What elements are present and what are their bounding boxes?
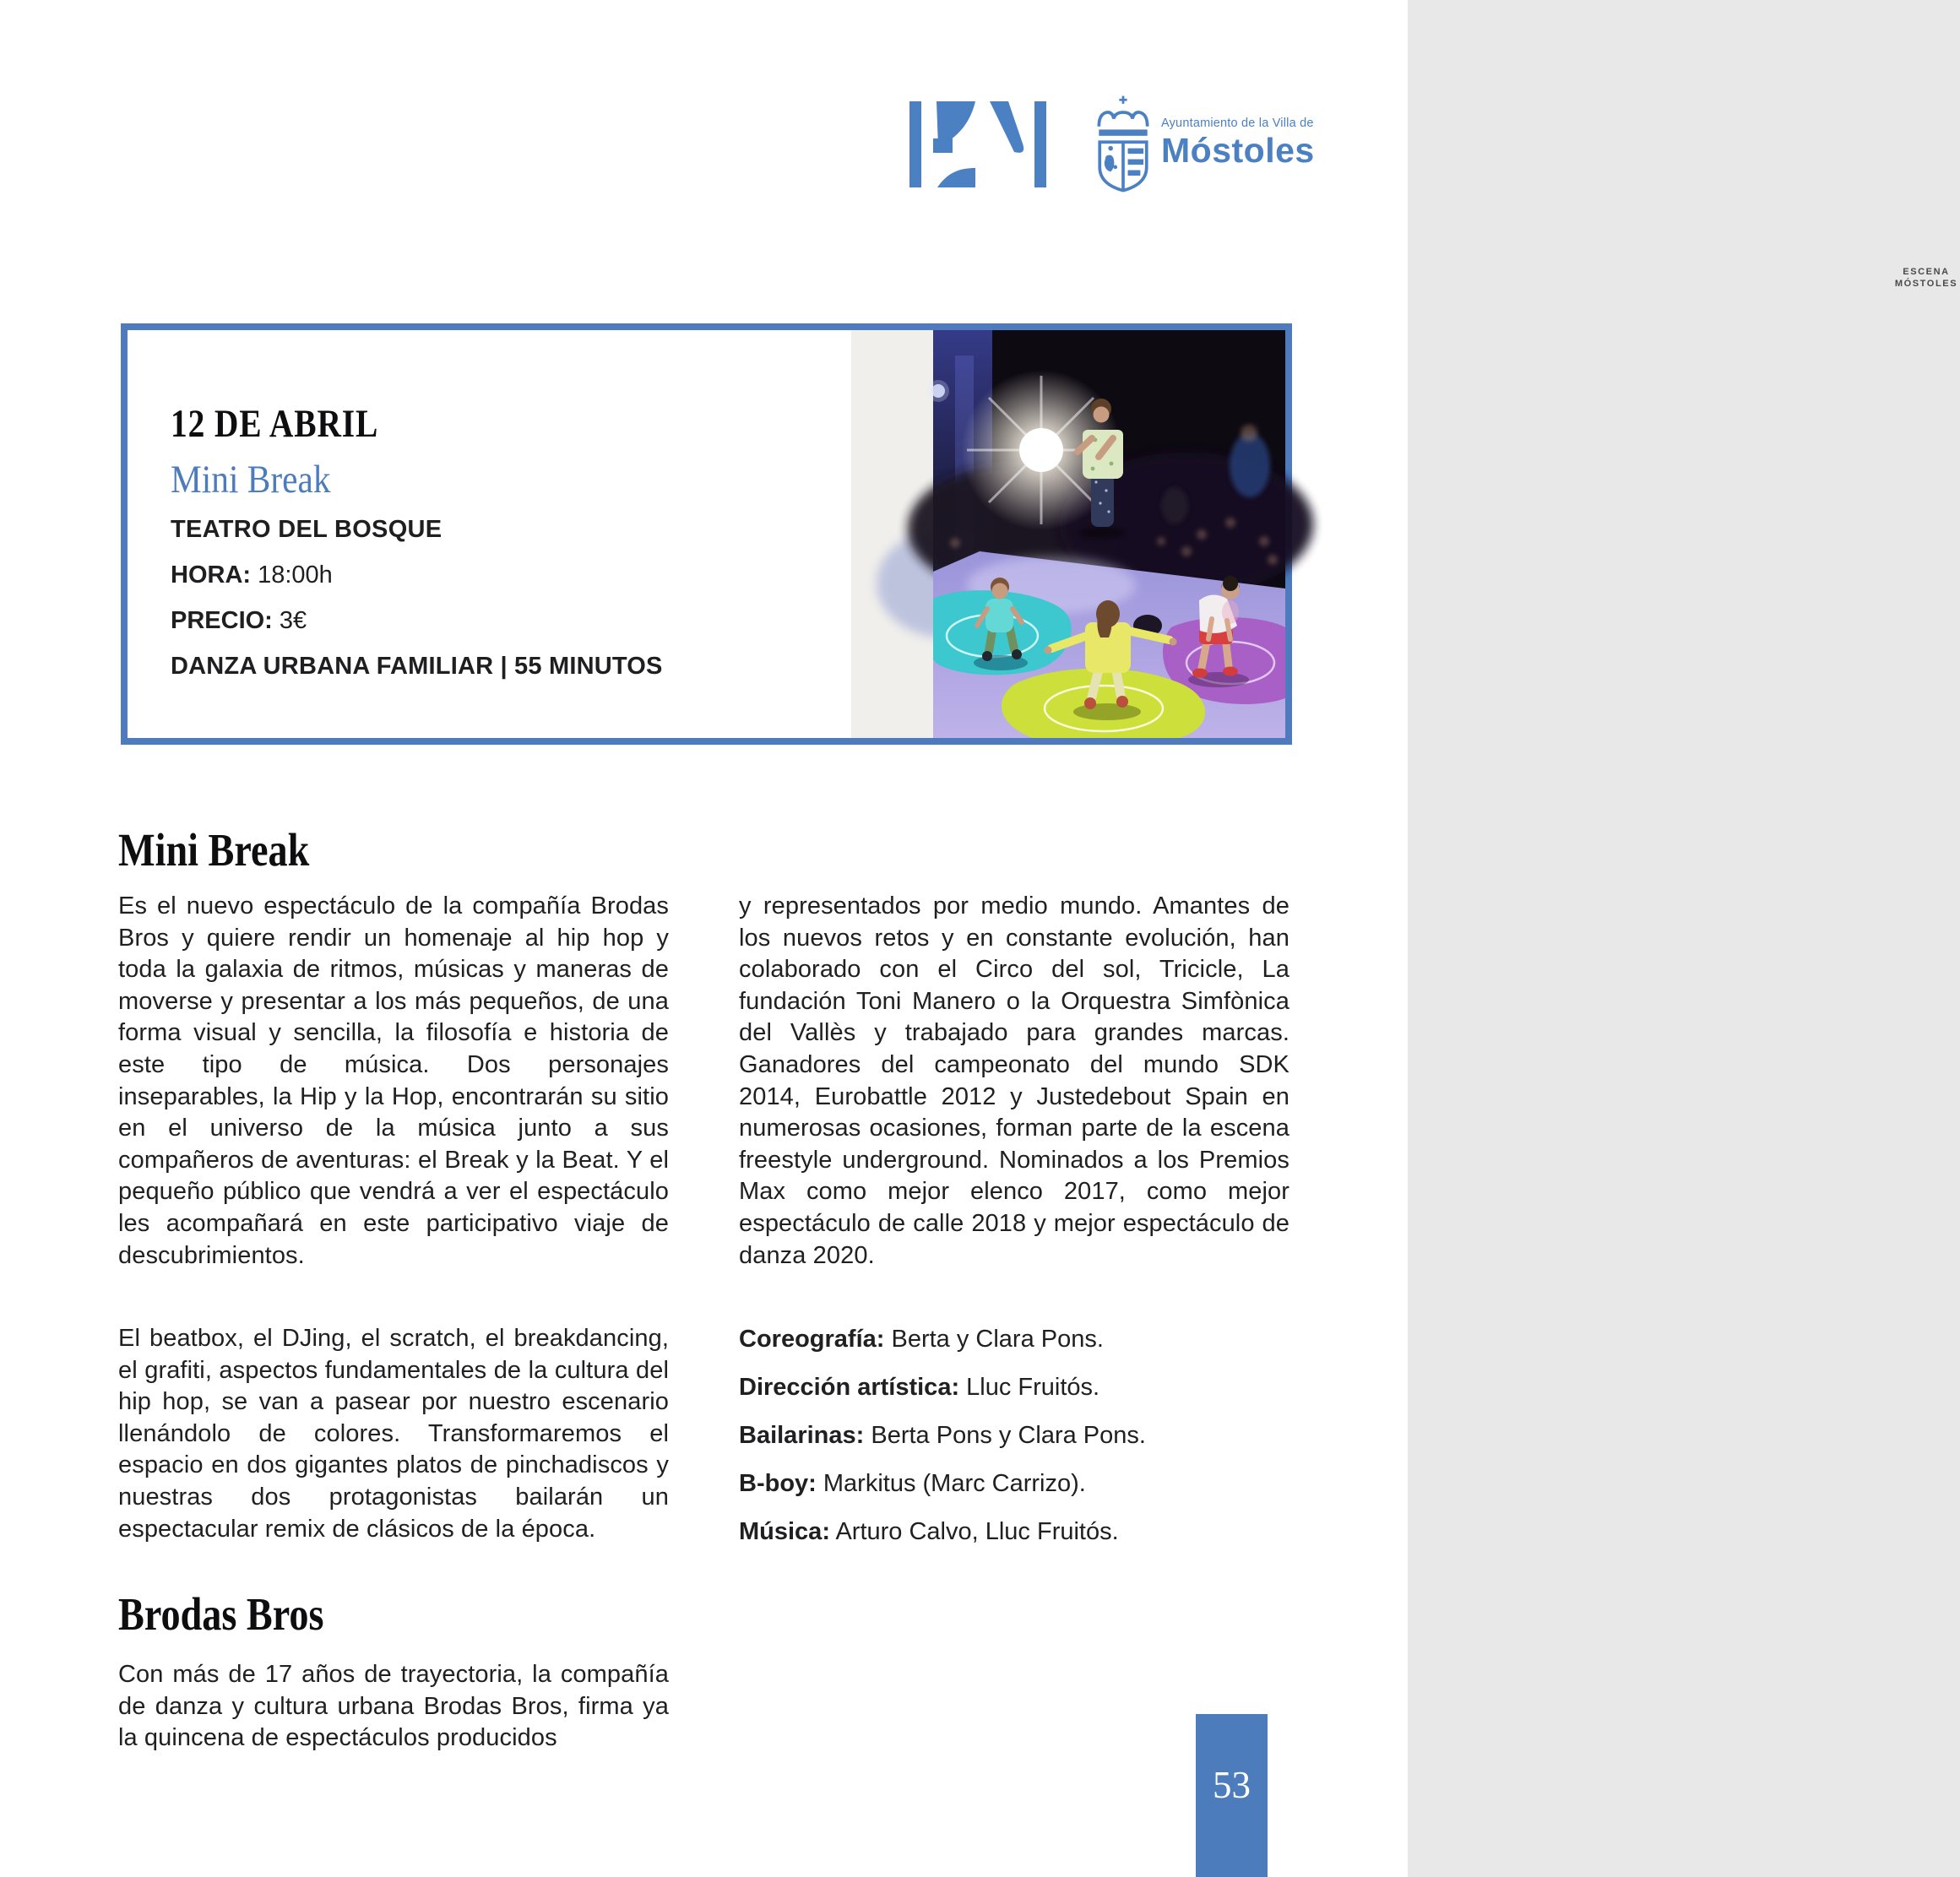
credit-label: B-boy:: [739, 1470, 817, 1497]
credit-label: Coreografía:: [739, 1326, 885, 1353]
header-logos: [0, 0, 1958, 289]
credit-row-direccion: [739, 1375, 1296, 1400]
city-logo-title: Móstoles: [1161, 131, 1315, 170]
event-title: Mini Break: [171, 458, 331, 502]
credit-row-bailarinas: [739, 1424, 1296, 1448]
event-card-text: [128, 330, 851, 738]
em-logo-text: [1892, 266, 1960, 290]
credits-list: [739, 1327, 1296, 1568]
time-value: 18:00h: [251, 561, 333, 589]
section-title-mini-break: Mini Break: [118, 823, 310, 876]
city-logo-subtitle: Ayuntamiento de la Villa de: [1161, 117, 1314, 130]
time-label: HORA:: [171, 561, 252, 589]
credit-label: Bailarinas:: [739, 1422, 865, 1449]
credit-value: Berta y Clara Pons.: [884, 1326, 1104, 1353]
price-label: PRECIO:: [171, 607, 273, 634]
city-crest-icon: [1092, 93, 1154, 196]
section-title-brodas-bros: Brodas Bros: [118, 1587, 324, 1640]
price-value: 3€: [272, 607, 307, 634]
event-card: [121, 323, 1292, 745]
event-date: 12 DE ABRIL: [171, 402, 379, 446]
credit-value: Arturo Calvo, Lluc Fruitós.: [829, 1518, 1119, 1545]
paragraph-left-3: Con más de 17 años de trayectoria, la compañía de danza y cultura urbana Brodas Bros, firma ya la quincena de espectáculos producidos: [118, 1661, 669, 1752]
ayuntamiento-mostoles-logo: [1092, 93, 1315, 198]
paragraph-left-2: El beatbox, el DJing, el scratch, el breakdancing, el grafiti, aspectos fundamentales de la cultura del hip hop, se van a pasear por nuestro escenario llenándolo de colores. Transformaremos el espacio en dos gigantes platos de pinchadiscos y nuestras dos protagonistas bailarán un espectacular remix de clásicos de la época.: [118, 1325, 669, 1543]
credit-value: Markitus (Marc Carrizo).: [816, 1470, 1086, 1497]
event-time-row: [171, 561, 851, 589]
event-photo-illustration: [933, 330, 1285, 738]
page-number: 53: [1213, 1764, 1251, 1806]
credit-value: Berta Pons y Clara Pons.: [864, 1422, 1146, 1449]
credit-label: Dirección artística:: [739, 1374, 960, 1401]
event-genre: DANZA URBANA FAMILIAR | 55 MINUTOS: [171, 653, 663, 680]
page-number-box: [1196, 1714, 1268, 1877]
paragraph-left-1: Es el nuevo espectáculo de la compañía Brodas Bros y quiere rendir un homenaje al hip hop y toda la galaxia de ritmos, músicas y maneras de moverse y presentar a los más pequeños, de una forma visual y sencilla, la filosofía e historia de este tipo de música. Dos personajes inseparables, la Hip y la Hop, encontrarán su sitio en el universo de la música junto a sus compañeros de aventuras: el Break y la Beat. Y el pequeño público que vendrá a ver el espectáculo les acompañará en este participativo viaje de descubrimientos.: [118, 892, 669, 1269]
credit-row-coreografia: [739, 1327, 1296, 1352]
event-price-row: [171, 607, 851, 635]
event-photo: [933, 330, 1285, 738]
paragraph-right-1: y representados por medio mundo. Amantes de los nuevos retos y en constante evolución, han colaborado con el Circo del sol, Tricicle, La fundación Toni Manero o la Orquestra Simfònica del Vallès y trabajado para grandes marcas. Ganadores del campeonato del mundo SDK 2014, Eurobattle 2012 y Justedebout Spain en numerosas ocasiones, forman parte de la escena freestyle underground. Nominados a los Premios Max como mejor elenco 2017, como mejor espectáculo de calle 2018 y mejor espectáculo de danza 2020.: [739, 892, 1289, 1269]
em-logo-line1: ESCENA: [1903, 267, 1950, 277]
event-venue: TEATRO DEL BOSQUE: [171, 516, 442, 543]
em-logo-icon: [909, 101, 1050, 187]
credit-row-musica: [739, 1520, 1296, 1544]
credit-value: Lluc Fruitós.: [959, 1374, 1100, 1401]
credit-label: Música:: [739, 1518, 830, 1545]
credit-row-bboy: [739, 1472, 1296, 1496]
em-logo-line2: MÓSTOLES: [1894, 279, 1958, 289]
city-logo-words: [1161, 117, 1315, 171]
